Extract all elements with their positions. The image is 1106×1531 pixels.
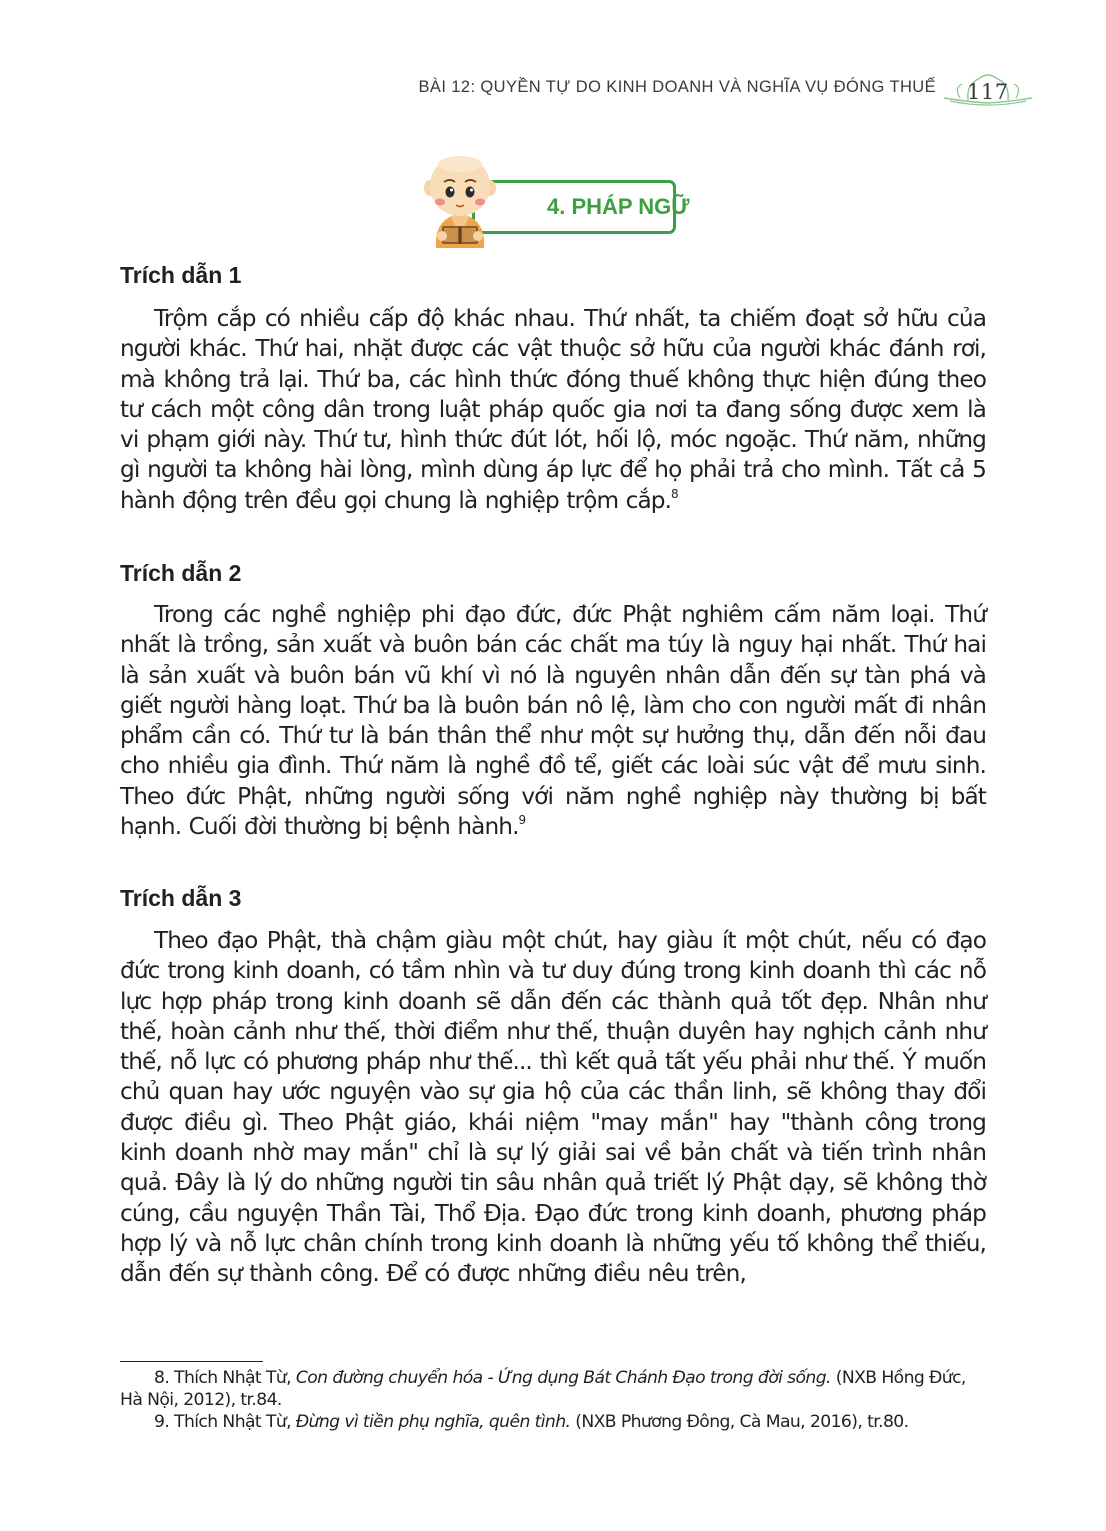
monk-mascot-icon — [420, 150, 500, 254]
footnote-ref-8: 8 — [671, 486, 679, 501]
running-header — [0, 72, 1106, 122]
footnote-8-title: Con đường chuyển hóa - Ứng dụng Bát Chánh Đạo trong đời sống. — [295, 1368, 831, 1388]
footnote-9-author: 9. Thích Nhật Từ, — [154, 1412, 296, 1432]
footnote-8-author: 8. Thích Nhật Từ, — [154, 1368, 296, 1388]
footnote-ref-9: 9 — [518, 813, 527, 828]
quote-1-text — [120, 304, 986, 516]
quote-2-body: Trong các nghề nghiệp phi đạo đức, đức Phật nghiêm cấm năm loại. Thứ nhất là trồng, sản xuất và buôn bán các chất ma túy là nguy hại nhất. Thứ hai là sản xuất và buôn bán vũ khí vì nó là nguyên nhân dẫn đến sự tàn phá và giết người hàng loạt. Thứ ba là buôn bán nô lệ, làm cho con người mất đi nhân phẩm cần có. Thứ tư là bán thân thể như một sự hưởng thụ, dẫn đến nỗi đau cho nhiều gia đình. Thứ năm là nghề đồ tể, giết các loài súc vật để mưu sinh. Theo đức Phật, những người sống với năm nghề nghiệp này thường bị bất hạnh. Cuối đời thường bị bệnh hành. — [120, 601, 986, 841]
page-number: 117 — [967, 80, 1009, 104]
quote-3-body: Theo đạo Phật, thà chậm giàu một chút, hay giàu ít một chút, nếu có đạo đức trong kinh doanh, có tầm nhìn và tư duy đúng trong kinh doanh thì các nỗ lực hợp pháp trong kinh doanh sẽ dẫn đến các thành quả tốt đẹp. Nhân như thế, hoàn cảnh như thế, thời điểm như thế, thuận duyên hay nghịch cảnh như thế, nỗ lực có phương pháp như thế... thì kết quả tất yếu phải như thế. Ý muốn chủ quan hay ước nguyện vào sự gia hộ của các thần linh, sẽ không thay đổi được điều gì. Theo Phật giáo, khái niệm "may mắn" hay "thành công trong kinh doanh nhờ may mắn" chỉ là sự lý giải sai về bản chất và tiến trình nhân quả. Đây là lý do những người tin sâu nhân quả triết lý Phật dạy, sẽ không thờ cúng, cầu nguyện Thần Tài, Thổ Địa. Đạo đức trong kinh doanh, phương pháp hợp lý và nỗ lực chân chính trong kinh doanh là những yếu tố không thể thiếu, dẫn đến sự thành công. Để có được những điều nêu trên, — [120, 927, 986, 1288]
quote-2-title: Trích dẫn 2 — [120, 560, 242, 586]
quote-1-title: Trích dẫn 1 — [120, 262, 242, 288]
heading-box — [472, 180, 690, 234]
header-title: BÀI 12: QUYỀN TỰ DO KINH DOANH VÀ NGHĨA VỤ ĐÓNG THUẾ — [418, 78, 936, 96]
quote-3-title: Trích dẫn 3 — [120, 885, 242, 911]
heading-text: 4. PHÁP NGỮ — [547, 194, 690, 219]
footnote-9-title: Đừng vì tiền phụ nghĩa, quên tình. — [295, 1412, 571, 1432]
footnote-9 — [120, 1411, 988, 1433]
footnote-8 — [120, 1367, 988, 1411]
quote-3-text — [120, 926, 986, 1290]
quote-1-body: Trộm cắp có nhiều cấp độ khác nhau. Thứ nhất, ta chiếm đoạt sở hữu của người khác. Thứ hai, nhặt được các vật thuộc sở hữu của người khác đánh rơi, mà không trả lại. Thứ ba, các hình thức đóng thuế không thực hiện đúng theo tư cách một công dân trong luật pháp quốc gia nơi ta đang sống được xem là vi phạm giới này. Thứ tư, hình thức đút lót, hối lộ, móc ngoặc. Thứ năm, những gì người ta không hài lòng, mình dùng áp lực để họ phải trả cho mình. Tất cả 5 hành động trên đều gọi chung là nghiệp trộm cắp. — [120, 305, 986, 514]
footnote-9-publisher: (NXB Phương Đông, Cà Mau, 2016), tr.80. — [570, 1412, 909, 1432]
footnotes — [120, 1367, 988, 1433]
section-heading — [420, 150, 690, 250]
footnote-8-publisher: (NXB Hồng Đức, Hà Nội, 2012), tr.84. — [120, 1368, 966, 1410]
quote-2-text — [120, 600, 986, 842]
footnote-divider — [120, 1361, 263, 1362]
